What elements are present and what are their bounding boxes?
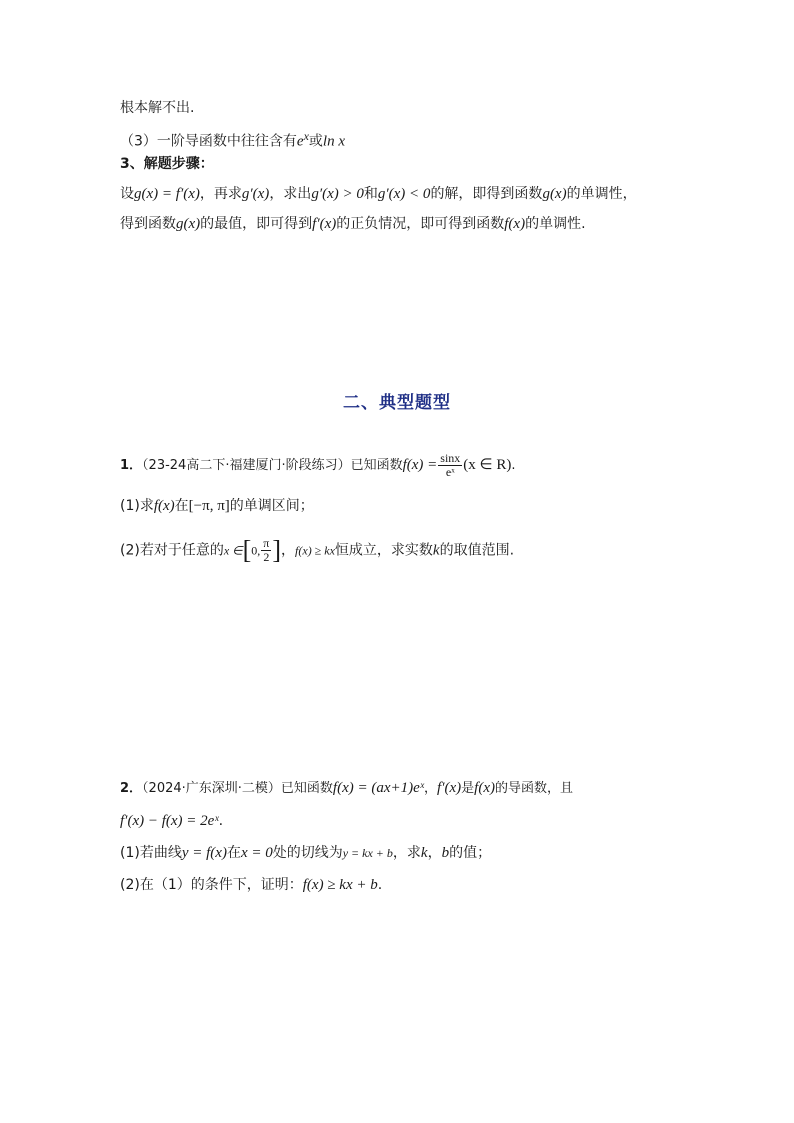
steps-line-2: 得到函数g(x)的最值，即可得到f′(x)的正负情况，即可得到函数f(x)的单调性. xyxy=(120,216,586,232)
q2-condition: f′(x) − f(x) = 2eˣ. xyxy=(120,813,224,829)
q1-part-1: (1)求f(x)在[−π, π]的单调区间； xyxy=(120,498,314,514)
steps-title: 3、解题步骤： xyxy=(120,156,214,172)
q1-part-2: (2)若对于任意的x ∈[0, $\frac{\pi}{2}$ ]，f(x) ≥ kx恒成立，求实数k的取值范围. xyxy=(120,535,515,565)
q1-statement: 1．（23-24高二下·福建厦门·阶段练习）已知函数f(x) = $\frac{\sin x}{\text{eˣ}}$ (x ∈ R). xyxy=(120,451,516,479)
q1-fraction: $\frac{\sin x}{\text{eˣ}}$ xyxy=(440,451,461,479)
intro-line-1: 根本解不出. xyxy=(120,100,195,116)
q1-pi-over-2: $\frac{\pi}{2}$ xyxy=(263,536,270,564)
intro-line-2: （3）一阶导函数中往往含有$e^x$或ln x xyxy=(120,129,345,150)
q2-part-2: (2)在（1）的条件下，证明：f(x) ≥ kx + b. xyxy=(120,877,383,893)
q2-statement: 2．（2024·广东深圳·二模）已知函数f(x) = (ax+1)eˣ，f′(x)是f(x)的导函数，且 xyxy=(120,780,573,796)
section-heading: 二、典型题型 xyxy=(343,393,451,413)
steps-line-1: 设g(x) = f′(x)，再求g′(x)，求出g′(x) > 0和g′(x) < 0的解，即得到函数g(x)的单调性， xyxy=(120,186,637,202)
q2-part-1: (1)若曲线y = f(x)在x = 0处的切线为y = kx + b，求k，b的值； xyxy=(120,845,492,861)
